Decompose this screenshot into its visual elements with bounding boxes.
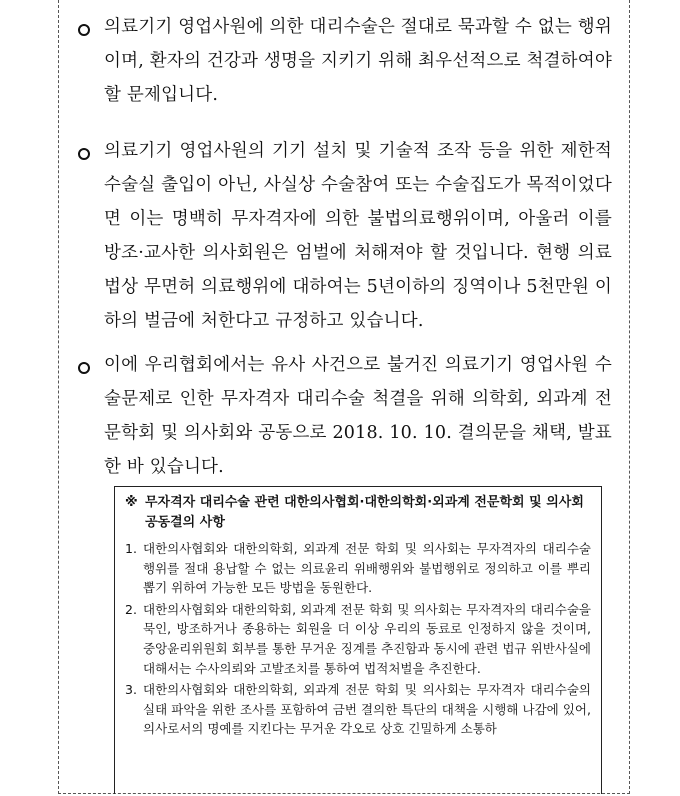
list-item-text: 대한의사협회와 대한의학회, 외과계 전문 학회 및 의사회는 무자격자 대리수술의 실태 파악을 위한 조사를 포함하여 금번 결의한 특단의 대책을 시행해 나감에 있어, 의사로서의 명예를 지킨다는 무거운 각오로 상호 긴밀하게 소통하 <box>143 682 591 737</box>
list-item-text: 대한의사협회와 대한의학회, 외과계 전문 학회 및 의사회는 무자격자의 대리수술을 묵인, 방조하거나 종용하는 회원을 더 이상 우리의 동료로 인정하지 않을 것이며, 중앙윤리위원회 회부를 통한 무거운 징계를 추진함과 동시에 관련 법규 위반사실에 대해서는 수사의뢰와 고발조치를 통하여 법적처벌을 추진한다. <box>143 601 591 676</box>
bullet-row <box>78 10 612 112</box>
list-item <box>125 539 591 598</box>
bullet-paragraph-2 <box>78 134 612 338</box>
resolution-box <box>114 486 602 794</box>
list-item <box>125 680 591 739</box>
circle-bullet-icon <box>78 24 90 36</box>
bullet-text: 의료기기 영업사원의 기기 설치 및 기술적 조작 등을 위한 제한적 수술실 출입이 아닌, 사실상 수술참여 또는 수술집도가 목적이었다면 이는 명백히 무자격자에 의한 불법의료행위이며, 아울러 이를 방조·교사한 의사회원은 엄벌에 처해져야 할 것입니다. 현행 의료법상 무면허 의료행위에 대하여는 5년이하의 징역이나 5천만원 이하의 벌금에 처한다고 규정하고 있습니다. <box>104 141 612 331</box>
bullet-row <box>78 348 612 484</box>
bullet-text: 의료기기 영업사원에 의한 대리수술은 절대로 묵과할 수 없는 행위이며, 환자의 건강과 생명을 지키기 위해 최우선적으로 척결하여야 할 문제입니다. <box>104 17 612 105</box>
box-title-text: 무자격자 대리수술 관련 대한의사협회·대한의학회·외과계 전문학회 및 의사회 공동결의 사항 <box>145 495 584 530</box>
reference-mark-icon: ※ <box>125 495 138 510</box>
circle-bullet-icon <box>78 362 90 374</box>
list-item-number: 2. <box>125 601 137 617</box>
list-item <box>125 600 591 678</box>
list-item-text: 대한의사협회와 대한의학회, 외과계 전문 학회 및 의사회는 무자격자의 대리수술 행위를 절대 용납할 수 없는 의료윤리 위배행위와 불법행위로 정의하고 이를 뿌리 뽑기 위하여 가능한 모든 방법을 동원한다. <box>143 541 591 596</box>
bullet-paragraph-3 <box>78 348 612 484</box>
list-item-number: 1. <box>125 541 137 556</box>
list-item-number: 3. <box>125 682 137 698</box>
bullet-row <box>78 134 612 338</box>
circle-bullet-icon <box>78 148 90 160</box>
resolution-list <box>125 539 591 739</box>
bullet-text: 이에 우리협회에서는 유사 사건으로 불거진 의료기기 영업사원 수술문제로 인한 무자격자 대리수술 척결을 위해 의학회, 외과계 전문학회 및 의사회와 공동으로 2018. 10. 10. 결의문을 채택, 발표한 바 있습니다. <box>104 355 612 477</box>
bullet-paragraph-1 <box>78 10 612 112</box>
box-title <box>125 493 591 533</box>
